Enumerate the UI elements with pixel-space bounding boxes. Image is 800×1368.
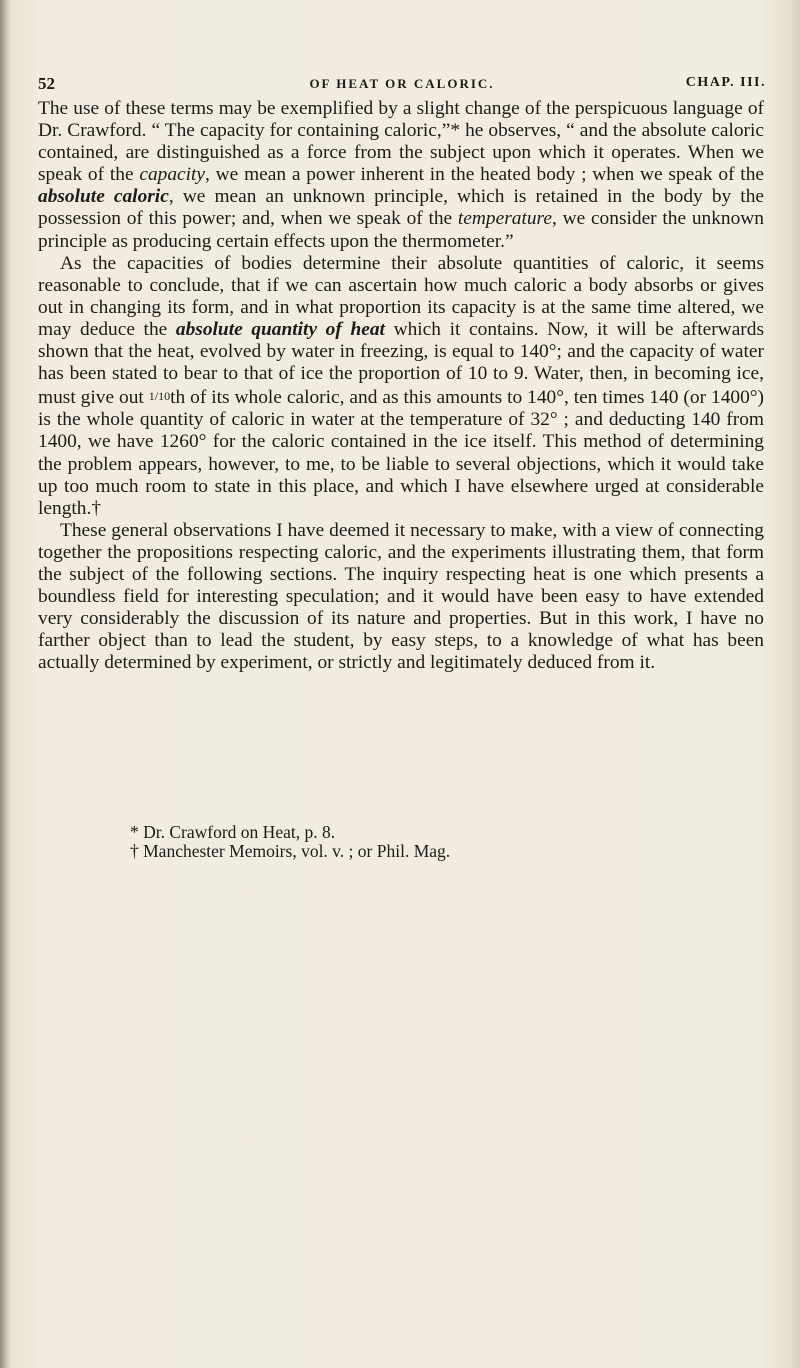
chapter-label: CHAP. III. — [685, 75, 766, 90]
body-text — [38, 98, 764, 674]
paragraph-2-text-a: As the capacities of bodies determine their absolute quantities of caloric, it seems reasonable to conclude, that if we can ascertain how much caloric a body absorbs or gives out in changing its form, and in what proportion its capacity is at the same time altered, we may deduce the — [38, 252, 764, 340]
term-temperature: temperature — [457, 208, 552, 230]
footnotes — [130, 823, 690, 861]
paragraph-1-text-a: The use of these terms may be exemplified by a slight change of the perspicuous language of Dr. Crawford. “ The capacity for containing caloric,”* he observes, “ and the absolute caloric contained, are distinguished as a force from the subject upon which it operates. When we speak of the — [38, 98, 764, 186]
footnote-1: * Dr. Crawford on Heat, p. 8. — [130, 822, 336, 842]
term-absolute-caloric: absolute caloric — [38, 186, 169, 208]
paragraph-2-text-b: which it contains. Now, it will be afterwards shown that the heat, evolved by water in freezing, is equal to 140°; and the capacity of water has been stated to bear to that of ice the proportion of 10 to 9. Water, then, in becoming ice, must give out — [38, 318, 764, 409]
paragraph-2-text-c: th of its whole caloric, and as this amounts to 140°, ten times 140 (or 1400°) is the whole quantity of caloric in water at the temperature of 32° ; and deducting 140 from 1400, we have 1260° for the caloric contained in the ice itself. This method of determining the problem appears, however, to me, to be liable to several objections, which it would take up too much room to state in this place, and which I have elsewhere urged at considerable length.† — [38, 387, 764, 519]
term-absolute-quantity: absolute quantity of heat — [175, 318, 385, 340]
paragraph-1-text-b: , we mean a power inherent in the heated body ; when we speak of the — [205, 164, 764, 186]
paragraph-3: These general observations I have deemed it necessary to make, with a view of connecting together the propositions respecting caloric, and the experiments illustrating them, that form the subject of the following sections. The inquiry respecting heat is one which presents a boundless field for interesting speculation; and it would have been easy to have extended very considerably the discussion of its nature and properties. But in this work, I have no farther object than to lead the student, by easy steps, to a knowledge of what has been actually determined by experiment, or strictly and legitimately deduced from it. — [38, 519, 764, 674]
paragraph-1-text-d: , we consider the unknown principle as producing certain effects upon the thermometer.” — [38, 208, 764, 252]
running-title: OF HEAT OR CALORIC. — [309, 76, 495, 91]
term-capacity: capacity — [139, 164, 206, 186]
spine-shadow — [0, 0, 10, 1368]
paragraph-2 — [38, 253, 764, 520]
running-header — [38, 74, 766, 96]
page-number: 52 — [38, 74, 55, 93]
fraction-one-tenth: 1/10 — [148, 389, 171, 404]
footnote-2: † Manchester Memoirs, vol. v. ; or Phil. Mag. — [130, 841, 451, 861]
paragraph-1-text-c: , we mean an unknown principle, which is retained in the body by the possession of this power; and, when we speak of the — [38, 186, 764, 230]
paragraph-1 — [38, 98, 764, 253]
